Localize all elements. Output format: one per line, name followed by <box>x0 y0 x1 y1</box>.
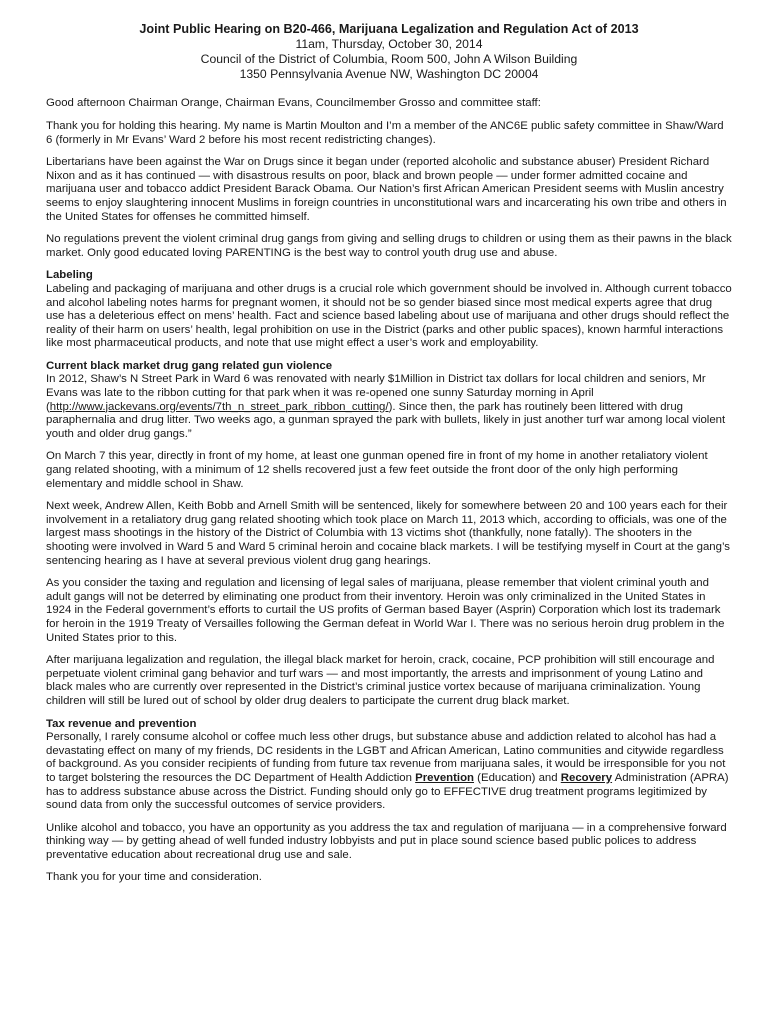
gang-violence-section <box>46 360 732 442</box>
tax-text-end: Administration (APRA) has to address substance abuse across the District. Funding should only go to EFFECTIVE drug treatment programs legitimized by sound data from only the successful outcomes of service providers. <box>46 771 729 812</box>
tax-text-middle: (Education) and <box>474 771 561 784</box>
march-7-paragraph: On March 7 this year, directly in front of my home, at least one gunman opened fire in front of my home in another retaliatory violent gang related shooting, with a minimum of 12 shells recovered just a few feet outside the front door of the only high performing elementary and middle school in Shaw. <box>46 450 708 490</box>
gang-violence-paragraph <box>46 373 732 441</box>
tax-revenue-heading: Tax revenue and prevention <box>46 717 197 730</box>
hearing-title: Joint Public Hearing on B20-466, Marijuana Legalization and Regulation Act of 2013 <box>139 22 639 36</box>
gang-text-end: ). Since then, the park has routinely been littered with drug paraphernalia and drug litter. Two weeks ago, a gunman sprayed the park with bullets, likely in just another turf war among local violent youth and older drug gangs.” <box>46 400 726 440</box>
sentencing-paragraph: Next week, Andrew Allen, Keith Bobb and Arnell Smith will be sentenced, likely for somewhere between 20 and 100 years each for their involvement in a retaliatory drug gang related shooting which took place on March 11, 2013 which, according to officials, was one of the largest mass shootings in the history of the District of Columbia with 13 victims shot (thankfully, none fatally). The shooters in the shooting were involved in Ward 5 and Ward 5 criminal heroin and cocaine black markets. I will be testifying myself in Court at the gang’s sentencing hearing as I have at several previous violent drug gang hearings. <box>46 500 730 567</box>
tax-text-start: Personally, I rarely consume alcohol or coffee much less other drugs, but substance abuse and addiction related to alcohol has had a devastating effect on many of my friends, DC residents in the LGBT and African American, Latino communities and citywide regardless of background. As you consider recipients of funding from future tax revenue from marijuana sales, it would be irresponsible for you not to target bolstering the resources the DC Department of Health Addiction <box>46 731 726 784</box>
tax-revenue-section <box>46 718 732 813</box>
regulations-paragraph: No regulations prevent the violent criminal drug gangs from giving and selling drugs to children or using them as their pawns in the black market. Only good educated loving PARENTING is the best way to control youth drug use and abuse. <box>46 233 732 259</box>
libertarians-paragraph: Libertarians have been against the War on Drugs since it began under (reported alcoholic and substance abuser) President Richard Nixon and as it has continued — with disastrous results on poor, black and brown people — under former admitted cocaine and marijuana user and tobacco addict President Barack Obama. Our Nation’s first African American President seems with Muslin ancestry seems to enjoy slaughtering innocent Muslims in foreign countries in unconstitutional wars and incarcerating his own tribe and others in the United States for offenses he committed himself. <box>46 156 727 223</box>
document-header <box>46 22 732 81</box>
prevention-emphasis: Prevention <box>415 771 475 784</box>
recovery-emphasis: Recovery <box>560 771 613 784</box>
unlike-alcohol-paragraph: Unlike alcohol and tobacco, you have an opportunity as you address the tax and regulation of marijuana — in a comprehensive forward thinking way — by getting ahead of well funded industry lobbyists and put in place sound science based public polices to address preventative education about recreational drug use and sale. <box>46 821 727 861</box>
taxing-paragraph: As you consider the taxing and regulation and licensing of legal sales of marijuana, please remember that violent criminal youth and adult gangs will not be deterred by eliminating one product from their inventory. Heroin was only criminalized in the United States in 1924 in the Federal government’s efforts to curtail the US profits of German based Bayer (Asprin) Corporation which lost its trademark for heroin in the 1919 Treaty of Versailles following the German defeat in World War I. There was no serious heroin drug problem in the United States prior to this. <box>46 577 725 644</box>
tax-revenue-paragraph <box>46 731 732 813</box>
labeling-section <box>46 269 732 351</box>
gang-violence-heading: Current black market drug gang related gun violence <box>46 359 333 372</box>
labeling-paragraph: Labeling and packaging of marijuana and other drugs is a crucial role which government should be involved in. Although current tobacco and alcohol labeling notes harms for pregnant women, it should not be so gender biased since most medical experts agree that drug use has a deleterious effect on mens’ health. Fact and science based labeling about use of marijuana and other drugs should reflect the reality of their harm on users’ health, legal prohibition on use in the District (parks and other public spaces), known harmful interactions like most pharmaceutical products, and note that use might effect a user’s work and employability. <box>46 282 732 350</box>
greeting-paragraph: Good afternoon Chairman Orange, Chairman Evans, Councilmember Grosso and committee staff: <box>46 97 541 110</box>
hearing-time: 11am, Thursday, October 30, 2014 <box>295 37 483 51</box>
ribbon-cutting-link[interactable]: http://www.jackevans.org/events/7th_n_street_park_ribbon_cutting/ <box>49 400 389 413</box>
labeling-heading: Labeling <box>46 269 93 282</box>
closing-paragraph: Thank you for your time and consideration. <box>46 871 262 884</box>
introduction-paragraph: Thank you for holding this hearing. My name is Martin Moulton and I’m a member of the ANC6E public safety committee in Shaw/Ward 6 (formerly in Mr Evans’ Ward 2 before his most recent redistricting changes). <box>46 119 724 146</box>
hearing-location: Council of the District of Columbia, Room 500, John A Wilson Building <box>200 51 578 66</box>
gang-text-start: In 2012, Shaw’s N Street Park in Ward 6 was renovated with nearly $1Million in District tax dollars for local children and seniors, Mr Evans was late to the ribbon cutting for that park when it was re-opened one sunny Saturday morning in April ( <box>46 373 706 413</box>
hearing-address: 1350 Pennsylvania Avenue NW, Washington DC 20004 <box>239 66 539 81</box>
after-legalization-paragraph: After marijuana legalization and regulation, the illegal black market for heroin, crack, cocaine, PCP prohibition will still encourage and perpetuate violent criminal gang behavior and turf wars — and most importantly, the arrests and imprisonment of young Latino and black males who are currently over represented in the District’s criminal justice vortex because of marijuana criminalization. Young children will still be lured out of school by older drug dealers to participate the current drug black market. <box>46 654 715 707</box>
